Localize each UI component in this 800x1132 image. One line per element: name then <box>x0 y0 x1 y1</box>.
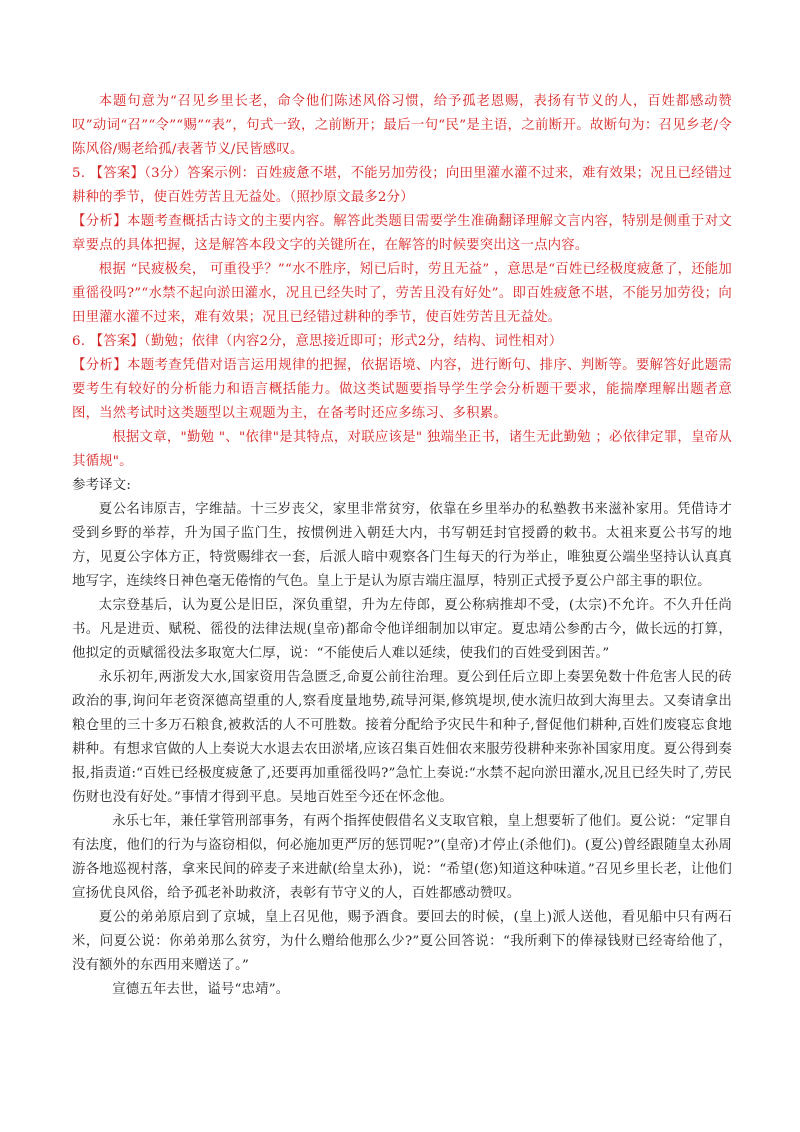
document-body <box>72 90 732 1002</box>
q5-answer: 5. 【答案】（3分）答案示例：百姓疲惫不堪，不能另加劳役；向田里灌水灌不过来，难有效果；况且已经错过耕种的季节，使百姓劳苦且无益处。（照抄原文最多2分） <box>72 166 732 205</box>
translation-paragraph: 夏公名讳原吉，字维喆。十三岁丧父，家里非常贫穷，依靠在乡里举办的私塾教书来滋补家用。凭借诗才受到乡野的举荐，升为国子监门生，按惯例进入朝廷大内，书写朝廷封官授爵的敕书。太祖来夏公书写的地方，见夏公字体方正，特赏赐绯衣一套，后派人暗中观察各门生每天的行为举止，唯独夏公端坐坚持认认真真地写字，连续终日神色毫无倦惰的气色。皇上于是认为原吉端庄温厚，特别正式授予夏公户部主事的职位。 <box>72 502 732 589</box>
q4-explanation: 本题句意为“召见乡里长老，命令他们陈述风俗习惯，给予孤老恩赐，表扬有节义的人，百姓都感动赞叹”动词“召”“令”“赐”“表”，句式一致，之前断开；最后一句“民”是主语，之前断开。故断句为：召见乡老/令陈风俗/赐老给孤/表著节义/民皆感叹。 <box>72 94 732 157</box>
q5-basis: 根据 “民疲极矣， 可重役乎？”“水不胜序，矧已后时，劳且无益” ，意思是“百姓已经极度疲惫了，还能加重徭役吗?”“水禁不起向淤田灌水，况且已经失时了，劳苦且没有好处”。即百姓疲惫不堪，不能另加劳役；向田里灌水灌不过来，难有效果；况且已经错过耕种的季节，使百姓劳苦且无益处。 <box>72 262 732 325</box>
translation-paragraph: 永乐七年，兼任掌管刑部事务，有两个指挥使假借名义支取官粮，皇上想要斩了他们。夏公说：“定罪自有法度，他们的行为与盗窃相似，何必施加更严厉的惩罚呢?”(皇帝)才停止(杀他们)。(夏公)曾经跟随皇太孙周游各地巡视村落，拿来民间的碎麦子来进献(给皇太孙)，说：“希望(您)知道这种味道。”召见乡里长老，让他们宣扬优良风俗，给予孤老补助救济，表彰有节守义的人，百姓都感动赞叹。 <box>72 814 732 901</box>
translation-paragraph: 永乐初年,两浙发大水,国家资用告急匮乏,命夏公前往治理。夏公到任后立即上奏罢免数十件危害人民的砖政治的事,询问年老资深德高望重的人,察看度量地势,疏导河渠,修筑堤坝,使水流归故到大海里去。又奏请拿出粮仓里的三十多万石粮食,被救活的人不可胜数。接着分配给予灾民牛和种子,督促他们耕种,百姓们废寝忘食地耕种。有想求官做的人上奏说大水退去农田淤堵,应该召集百姓佃农来服劳役耕种来弥补国家用度。夏公得到奏报,指责道:“百姓已经极度疲惫了,还要再加重徭役吗?”急忙上奏说:“水禁不起向淤田灌水,况且已经失时了,劳民伤财也没有好处。”事情才得到平息。吴地百姓至今还在怀念他。 <box>72 670 732 805</box>
translation-paragraph: 夏公的弟弟原启到了京城，皇上召见他，赐予酒食。要回去的时候，(皇上)派人送他，看见船中只有两石米，问夏公说：你弟弟那么贫穷，为什么赠给他那么少?”夏公回答说：“我所剩下的俸禄钱财已经寄给他了，没有额外的东西用来赠送了。” <box>72 910 732 973</box>
q6-analysis: 【分析】本题考查凭借对语言运用规律的把握，依据语境、内容，进行断句、排序、判断等。要解答好此题需要考生有较好的分析能力和语言概括能力。做这类试题要指导学生学会分析题干要求，能揣摩理解出题者意图，当然考试时这类题型以主观题为主，在备考时还应多练习、多积累。 <box>72 358 732 421</box>
translation-paragraph: 宣德五年去世，谥号“忠靖”。 <box>112 982 290 997</box>
translation-paragraph: 太宗登基后，认为夏公是旧臣，深负重望，升为左侍郎，夏公称病推却不受，(太宗)不允许。不久升任尚书。凡是进贡、赋税、徭役的法律法规(皇帝)都命令他详细制加以审定。夏忠靖公参酌古今，做长远的打算，他拟定的贡赋徭役法多取宽大仁厚，说：“不能使后人难以延续，使我们的百姓受到困苦。” <box>72 598 732 661</box>
q5-analysis: 【分析】本题考查概括古诗文的主要内容。解答此类题目需要学生准确翻译理解文言内容，特别是侧重于对文章要点的具体把握，这是解答本段文字的关键所在，在解答的时候要突出这一点内容。 <box>72 214 732 253</box>
q6-answer: 6. 【答案】（勤勉；依律（内容2分，意思接近即可；形式2分，结构、词性相对） <box>72 334 563 349</box>
q6-basis: 根据文章，"勤勉 "、"依律"是其特点，对联应该是" 独端坐正书，诸生无此勤勉 ；必依律定罪，皇帝从其循规"。 <box>72 430 732 469</box>
translation-heading: 参考译文: <box>72 478 132 493</box>
